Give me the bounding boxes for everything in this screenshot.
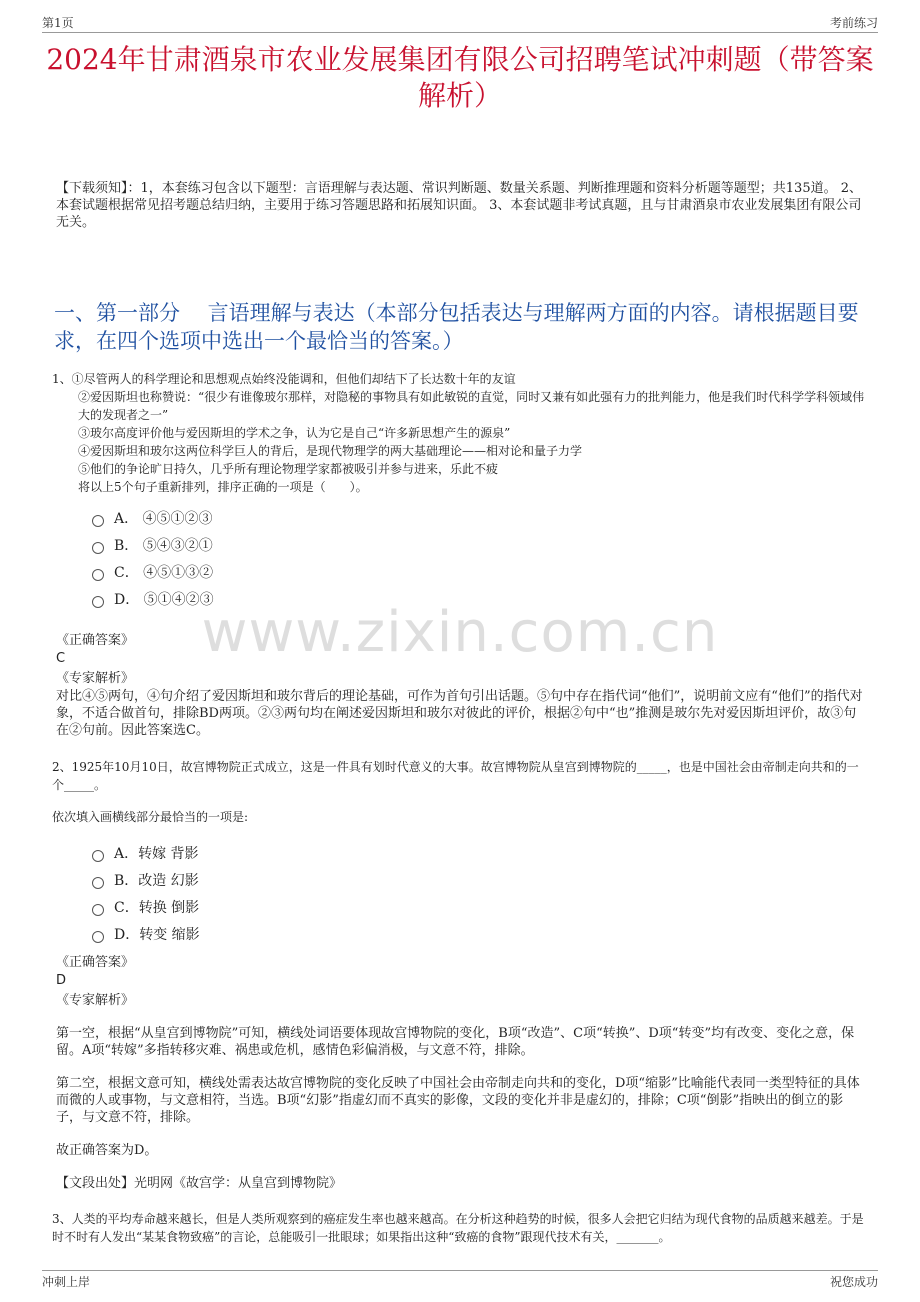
q2-answer: D (56, 973, 67, 988)
q2-analysis-label: 《专家解析》 (56, 993, 135, 1008)
watermark: www.zixin.com.cn (201, 600, 719, 665)
q2-answer-label: 《正确答案》 (56, 955, 135, 970)
q2-analysis-p2: 第二空，根据文意可知，横线处需表达故宫博物院的变化反映了中国社会由帝制走向共和的变化，D项“缩影”比喻能代表同一类型特征的具体而微的人或事物，与文意相符，当选。B项“幻影”指虚幻而不真实的影像，文段的变化并非是虚幻的，排除；C项“倒影”指映出的倒立的影子，与文意不符，排除。 (56, 1076, 860, 1125)
radio-icon[interactable] (92, 569, 104, 581)
radio-icon[interactable] (92, 515, 104, 527)
q2-option-b[interactable]: B．改造 幻影 (92, 872, 199, 890)
q1-option-c[interactable]: C． ④⑤①③② (92, 564, 213, 582)
q1-answer-label: 《正确答案》 (56, 633, 135, 648)
page-footer (42, 1270, 878, 1291)
q1-analysis: 对比④⑤两句，④句介绍了爱因斯坦和玻尔背后的理论基础，可作为首句引出话题。⑤句中存在指代词“他们”，说明前文应有“他们”的指代对象，不适合做首句，排除BD两项。②③两句均在阐述爱因斯坦和玻尔对彼此的评价，根据②句中“也”推测是玻尔先对爱因斯坦评价，故③句在②句前。因此答案选C。 (56, 689, 863, 738)
radio-icon[interactable] (92, 596, 104, 608)
q1-line-5: ⑤他们的争论旷日持久，几乎所有理论物理学家都被吸引并参与进来，乐此不疲 (78, 462, 499, 476)
page-title: 2024年甘肃酒泉市农业发展集团有限公司招聘笔试冲刺题（带答案解析） (46, 43, 874, 112)
radio-icon[interactable] (92, 877, 104, 889)
section-heading: 一、第一部分 言语理解与表达（本部分包括表达与理解两方面的内容。请根据题目要求，在四个选项中选出一个最恰当的答案。） (54, 301, 859, 353)
q1-analysis-label: 《专家解析》 (56, 671, 135, 686)
q1-line-6: 将以上5个句子重新排列，排序正确的一项是（ ）。 (78, 480, 368, 494)
q1-option-b[interactable]: B． ⑤④③②① (92, 537, 213, 555)
footer-right: 祝您成功 (829, 1275, 878, 1289)
q2-source: 【文段出处】光明网《故宫学：从皇宫到博物院》 (56, 1176, 343, 1191)
radio-icon[interactable] (92, 542, 104, 554)
q1-line-4: ④爱因斯坦和玻尔这两位科学巨人的背后，是现代物理学的两大基础理论——相对论和量子力学 (78, 444, 583, 458)
q1-answer: C (56, 651, 66, 666)
q2-analysis-p3: 故正确答案为D。 (56, 1143, 158, 1158)
q2-analysis-p1: 第一空，根据“从皇宫到博物院”可知，横线处词语要体现故宫博物院的变化，B项“改造”、C项“转换”、D项“转变”均有改变、变化之意，保留。A项“转嫁”多指转移灾难、祸患或危机，感情色彩偏消极，与文意不符，排除。 (56, 1026, 855, 1058)
radio-icon[interactable] (92, 850, 104, 862)
question-1 (52, 370, 866, 496)
page-header (42, 14, 878, 33)
q1-line-1: 1、①尽管两人的科学理论和思想观点始终没能调和，但他们却结下了长达数十年的友谊 (52, 372, 516, 386)
q2-stem: 2、1925年10月10日，故宫博物院正式成立，这是一件具有划时代意义的大事。故宫博物院从皇宫到博物院的_____，也是中国社会由帝制走向共和的一个_____。 (52, 760, 859, 792)
q1-option-a[interactable]: A． ④⑤①②③ (92, 510, 213, 528)
q2-option-c[interactable]: C．转换 倒影 (92, 899, 199, 917)
q3-stem: 3、人类的平均寿命越来越长，但是人类所观察到的癌症发生率也越来越高。在分析这种趋势的时候，很多人会把它归结为现代食物的品质越来越差。于是时不时有人发出“某某食物致癌”的言论，总能吸引一批眼球；如果指出这种“致癌的食物”跟现代技术有关，_______。 (52, 1212, 864, 1244)
footer-left: 冲刺上岸 (42, 1275, 91, 1289)
page-number: 第1页 (42, 16, 74, 30)
header-tag: 考前练习 (829, 16, 878, 30)
q2-option-d[interactable]: D．转变 缩影 (92, 926, 200, 944)
q1-option-d[interactable]: D． ⑤①④②③ (92, 591, 214, 609)
radio-icon[interactable] (92, 904, 104, 916)
q2-option-a[interactable]: A．转嫁 背影 (92, 845, 199, 863)
radio-icon[interactable] (92, 931, 104, 943)
q1-line-3: ③玻尔高度评价他与爱因斯坦的学术之争，认为它是自己“许多新思想产生的源泉” (78, 426, 511, 440)
q1-line-2: ②爱因斯坦也称赞说：“很少有谁像玻尔那样，对隐秘的事物具有如此敏锐的直觉，同时又兼有如此强有力的批判能力，他是我们时代科学学科领域伟大的发现者之一” (78, 390, 865, 422)
download-notice: 【下载须知】：1，本套练习包含以下题型：言语理解与表达题、常识判断题、数量关系题、判断推理题和资料分析题等题型；共135道。 2、本套试题根据常见招考题总结归纳，主要用于练习答题思路和拓展知识面。 3、本套试题非考试真题，且与甘肃酒泉市农业发展集团有限公司无关。 (56, 181, 862, 230)
q2-prompt: 依次填入画横线部分最恰当的一项是: (52, 810, 249, 824)
